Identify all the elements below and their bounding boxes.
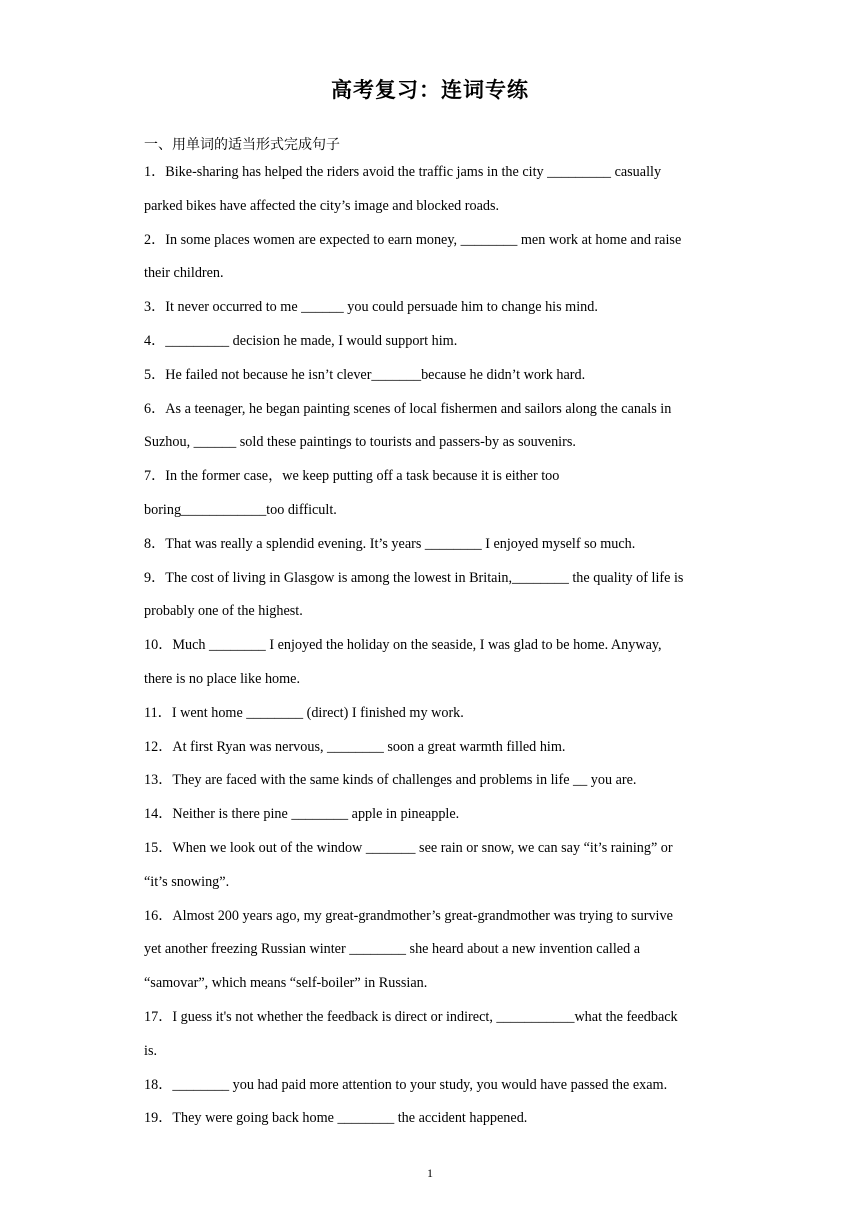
text-line: 18．________ you had paid more attention to your study, you would have passed the exam.: [144, 1076, 668, 1093]
text-line: is.: [144, 1042, 158, 1059]
text-line: 5．He failed not because he isn’t clever_______because he didn’t work hard.: [144, 366, 586, 383]
text-line: boring____________too difficult.: [144, 501, 337, 518]
text-line: 10．Much ________ I enjoyed the holiday on the seaside, I was glad to be home. Anyway,: [144, 637, 662, 654]
text-line: 1．Bike-sharing has helped the riders avoid the traffic jams in the city _________ casually: [144, 164, 662, 180]
text-line: 7．In the former case，we keep putting off a task because it is either too: [144, 468, 560, 485]
text-line: 16．Almost 200 years ago, my great-grandmother’s great-grandmother was trying to survive: [144, 907, 673, 924]
text-line: 17．I guess it's not whether the feedback is direct or indirect, ___________what the feedback: [144, 1008, 678, 1025]
text-line: “samovar”, which means “self-boiler” in Russian.: [144, 975, 428, 992]
text-line: 19．They were going back home ________ the accident happened.: [144, 1110, 528, 1127]
section-heading: 一、用单词的适当形式完成句子: [144, 137, 340, 153]
question-list: [144, 156, 724, 1136]
text-line: 9．The cost of living in Glasgow is among the lowest in Britain,________ the quality of life is: [144, 569, 684, 586]
text-line: their children.: [144, 265, 224, 282]
text-line: there is no place like home.: [144, 670, 301, 687]
text-line: 6．As a teenager, he began painting scenes of local fishermen and sailors along the canals in: [144, 400, 672, 417]
text-line: 8．That was really a splendid evening. It’s years ________ I enjoyed myself so much.: [144, 535, 636, 552]
text-line: 3．It never occurred to me ______ you could persuade him to change his mind.: [144, 299, 598, 316]
text-line: 15．When we look out of the window _______ see rain or snow, we can say “it’s raining” or: [144, 839, 673, 856]
text-line: 14．Neither is there pine ________ apple in pineapple.: [144, 806, 460, 823]
page-title: 高考复习：连词专练: [331, 78, 529, 102]
page-number: 1: [427, 1166, 433, 1180]
text-line: probably one of the highest.: [144, 603, 303, 620]
text-line: Suzhou, ______ sold these paintings to tourists and passers-by as souvenirs.: [144, 434, 576, 451]
text-line: yet another freezing Russian winter ________ she heard about a new invention called a: [144, 941, 641, 958]
text-line: “it’s snowing”.: [144, 873, 230, 890]
text-line: 12．At first Ryan was nervous, ________ soon a great warmth filled him.: [144, 738, 566, 755]
text-line: 13．They are faced with the same kinds of challenges and problems in life __ you are.: [144, 772, 637, 789]
text-line: 4．_________ decision he made, I would support him.: [144, 332, 458, 349]
text-line: parked bikes have affected the city’s image and blocked roads.: [144, 197, 500, 214]
text-line: 11．I went home ________ (direct) I finished my work.: [144, 704, 464, 721]
text-line: 2．In some places women are expected to earn money, ________ men work at home and raise: [144, 231, 682, 248]
